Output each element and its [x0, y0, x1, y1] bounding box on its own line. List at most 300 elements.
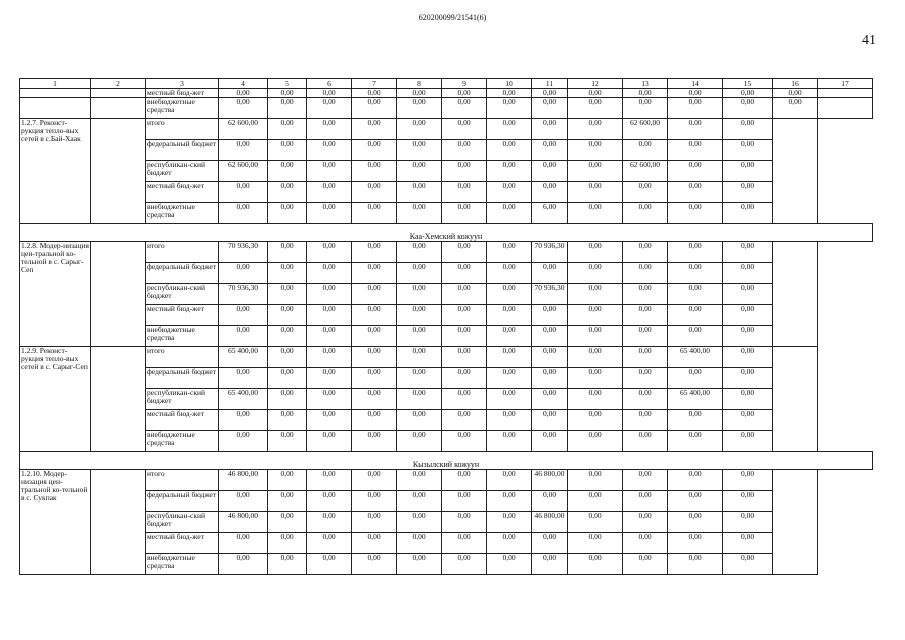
table-row [20, 161, 873, 182]
value-cell: 0,00 [442, 347, 487, 368]
value-cell: 0,00 [219, 368, 268, 389]
value-cell: 0,00 [352, 389, 397, 410]
value-cell: 0,00 [352, 470, 397, 491]
value-cell: 0,00 [268, 491, 307, 512]
value-cell: 0,00 [442, 89, 487, 98]
value-cell: 0,00 [397, 431, 442, 452]
value-cell: 0,00 [397, 512, 442, 533]
value-cell: 0,00 [568, 182, 623, 203]
value-cell: 0,00 [623, 491, 668, 512]
category-cell: местный бюд-жет [146, 182, 219, 203]
value-cell: 0,00 [397, 326, 442, 347]
value-cell: 0,00 [352, 533, 397, 554]
value-cell: 0,00 [568, 89, 623, 98]
section-title: Каа-Хемский кожуун [20, 224, 873, 242]
table-row [20, 263, 873, 284]
value-cell: 0,00 [397, 119, 442, 140]
value-cell: 0,00 [268, 326, 307, 347]
column-2-cell [91, 98, 146, 119]
value-cell: 0,00 [307, 533, 352, 554]
value-cell: 0,00 [352, 203, 397, 224]
value-cell: 0,00 [532, 554, 568, 575]
value-cell: 0,00 [268, 305, 307, 326]
table-row [20, 242, 873, 263]
value-cell: 0,00 [219, 491, 268, 512]
table-row [20, 470, 873, 491]
value-cell: 0,00 [668, 242, 723, 263]
column-header: 4 [219, 79, 268, 89]
value-cell: 0,00 [487, 98, 532, 119]
category-cell: местный бюд-жет [146, 533, 219, 554]
value-cell: 0,00 [442, 554, 487, 575]
value-cell: 0,00 [487, 89, 532, 98]
category-cell: внебюджетные средства [146, 326, 219, 347]
value-cell: 0,00 [623, 326, 668, 347]
column-17-cell [773, 119, 818, 224]
value-cell: 0,00 [397, 491, 442, 512]
value-cell: 0,00 [723, 305, 773, 326]
value-cell: 0,00 [568, 347, 623, 368]
value-cell: 70 936,30 [532, 242, 568, 263]
value-cell: 0,00 [723, 161, 773, 182]
value-cell: 0,00 [352, 347, 397, 368]
value-cell: 0,00 [487, 182, 532, 203]
value-cell: 0,00 [268, 533, 307, 554]
value-cell: 0,00 [352, 263, 397, 284]
table-row [20, 140, 873, 161]
value-cell: 0,00 [487, 203, 532, 224]
value-cell: 0,00 [487, 491, 532, 512]
value-cell: 0,00 [568, 368, 623, 389]
category-cell: местный бюд-жет [146, 89, 219, 98]
value-cell: 62 600,00 [219, 161, 268, 182]
value-cell: 0,00 [532, 410, 568, 431]
value-cell: 0,00 [397, 242, 442, 263]
column-header: 7 [352, 79, 397, 89]
value-cell: 0,00 [568, 98, 623, 119]
value-cell: 0,00 [307, 140, 352, 161]
value-cell: 0,00 [723, 470, 773, 491]
value-cell: 0,00 [723, 119, 773, 140]
category-cell: внебюджетные средства [146, 203, 219, 224]
value-cell: 0,00 [397, 140, 442, 161]
value-cell: 0,00 [568, 119, 623, 140]
value-cell: 0,00 [352, 326, 397, 347]
value-cell: 0,00 [352, 491, 397, 512]
value-cell: 0,00 [623, 533, 668, 554]
value-cell: 0,00 [219, 410, 268, 431]
value-cell: 0,00 [397, 347, 442, 368]
column-2-cell [91, 89, 146, 98]
value-cell: 0,00 [532, 533, 568, 554]
value-cell: 0,00 [397, 182, 442, 203]
value-cell: 0,00 [268, 242, 307, 263]
value-cell: 0,00 [442, 491, 487, 512]
value-cell: 0,00 [668, 491, 723, 512]
section-row [20, 452, 873, 470]
value-cell: 0,00 [532, 140, 568, 161]
value-cell: 0,00 [397, 533, 442, 554]
value-cell: 0,00 [352, 182, 397, 203]
value-cell: 0,00 [723, 140, 773, 161]
value-cell: 0,00 [442, 161, 487, 182]
value-cell: 0,00 [532, 431, 568, 452]
value-cell: 0,00 [723, 491, 773, 512]
value-cell: 0,00 [623, 242, 668, 263]
value-cell: 0,00 [568, 284, 623, 305]
column-header: 2 [91, 79, 146, 89]
column-header: 14 [668, 79, 723, 89]
value-cell: 70 936,30 [532, 284, 568, 305]
value-cell: 0,00 [623, 98, 668, 119]
value-cell: 0,00 [307, 347, 352, 368]
table-row [20, 326, 873, 347]
section-row [20, 224, 873, 242]
column-header: 9 [442, 79, 487, 89]
category-cell: федеральный бюджет [146, 140, 219, 161]
value-cell: 0,00 [307, 284, 352, 305]
value-cell: 46 800,00 [219, 512, 268, 533]
value-cell: 0,00 [268, 140, 307, 161]
value-cell: 0,00 [397, 284, 442, 305]
value-cell: 0,00 [723, 554, 773, 575]
value-cell: 0,00 [723, 89, 773, 98]
value-cell: 0,00 [623, 347, 668, 368]
column-header: 11 [532, 79, 568, 89]
value-cell: 0,00 [487, 326, 532, 347]
value-cell: 0,00 [442, 431, 487, 452]
value-cell: 65 400,00 [668, 347, 723, 368]
value-cell: 0,00 [532, 368, 568, 389]
category-cell: республикан-ский бюджет [146, 161, 219, 182]
category-cell: итого [146, 470, 219, 491]
value-cell: 0,00 [442, 119, 487, 140]
value-cell: 0,00 [668, 431, 723, 452]
column-header-row [20, 79, 873, 89]
value-cell: 0,00 [532, 89, 568, 98]
value-cell: 0,00 [723, 263, 773, 284]
value-cell: 0,00 [623, 182, 668, 203]
category-cell: республикан-ский бюджет [146, 512, 219, 533]
column-header: 17 [818, 79, 873, 89]
value-cell: 0,00 [397, 161, 442, 182]
value-cell: 0,00 [352, 410, 397, 431]
value-cell: 0,00 [668, 161, 723, 182]
value-cell: 0,00 [442, 182, 487, 203]
value-cell: 0,00 [623, 554, 668, 575]
value-cell: 0,00 [442, 203, 487, 224]
category-cell: местный бюд-жет [146, 410, 219, 431]
column-header: 13 [623, 79, 668, 89]
value-cell: 0,00 [532, 491, 568, 512]
value-cell: 0,00 [442, 305, 487, 326]
value-cell: 0,00 [219, 326, 268, 347]
value-cell: 0,00 [623, 368, 668, 389]
column-header: 15 [723, 79, 773, 89]
value-cell: 0,00 [668, 263, 723, 284]
value-cell: 0,00 [568, 410, 623, 431]
value-cell: 0,00 [568, 431, 623, 452]
value-cell: 0,00 [307, 119, 352, 140]
value-cell: 0,00 [487, 140, 532, 161]
value-cell: 0,00 [668, 368, 723, 389]
value-cell: 0,00 [668, 203, 723, 224]
value-cell: 0,00 [487, 263, 532, 284]
column-header: 3 [146, 79, 219, 89]
value-cell: 0,00 [668, 512, 723, 533]
value-cell: 0,00 [623, 284, 668, 305]
value-cell: 62 600,00 [623, 119, 668, 140]
value-cell: 0,00 [397, 554, 442, 575]
table-body [20, 79, 873, 575]
value-cell: 0,00 [623, 389, 668, 410]
value-cell: 0,00 [307, 470, 352, 491]
column-17-cell [773, 470, 818, 575]
value-cell: 0,00 [532, 347, 568, 368]
value-cell: 0,00 [307, 389, 352, 410]
value-cell: 0,00 [307, 305, 352, 326]
value-cell: 0,00 [568, 533, 623, 554]
value-cell: 0,00 [487, 119, 532, 140]
value-cell: 0,00 [568, 140, 623, 161]
column-header: 1 [20, 79, 91, 89]
column-2-cell [91, 119, 146, 224]
value-cell: 6,00 [532, 203, 568, 224]
value-cell: 0,00 [397, 368, 442, 389]
value-cell: 0,00 [307, 410, 352, 431]
value-cell: 0,00 [723, 512, 773, 533]
value-cell: 0,00 [623, 512, 668, 533]
value-cell: 0,00 [307, 431, 352, 452]
page-number: 41 [862, 33, 876, 48]
value-cell: 0,00 [723, 284, 773, 305]
value-cell: 0,00 [487, 347, 532, 368]
category-cell: внебюджетные средства [146, 431, 219, 452]
value-cell: 0,00 [219, 89, 268, 98]
document-id: 620200099/21541(6) [418, 13, 487, 22]
value-cell: 0,00 [397, 410, 442, 431]
value-cell: 0,00 [442, 242, 487, 263]
value-cell: 0,00 [219, 140, 268, 161]
value-cell: 0,00 [773, 89, 818, 98]
value-cell: 0,00 [623, 431, 668, 452]
value-cell: 0,00 [487, 431, 532, 452]
value-cell: 0,00 [307, 89, 352, 98]
category-cell: внебюджетные средства [146, 98, 219, 119]
category-cell: итого [146, 119, 219, 140]
value-cell: 0,00 [397, 263, 442, 284]
value-cell: 0,00 [442, 410, 487, 431]
category-cell: республикан-ский бюджет [146, 389, 219, 410]
value-cell: 0,00 [219, 554, 268, 575]
value-cell: 0,00 [268, 161, 307, 182]
value-cell: 0,00 [668, 89, 723, 98]
value-cell: 0,00 [268, 512, 307, 533]
value-cell: 0,00 [219, 263, 268, 284]
column-header: 5 [268, 79, 307, 89]
value-cell: 0,00 [723, 242, 773, 263]
column-header: 12 [568, 79, 623, 89]
value-cell: 46 800,00 [532, 512, 568, 533]
value-cell: 0,00 [487, 512, 532, 533]
value-cell: 0,00 [623, 410, 668, 431]
value-cell: 0,00 [487, 242, 532, 263]
value-cell: 0,00 [487, 554, 532, 575]
value-cell: 0,00 [352, 368, 397, 389]
value-cell: 62 600,00 [219, 119, 268, 140]
column-header: 6 [307, 79, 352, 89]
value-cell: 0,00 [623, 140, 668, 161]
value-cell: 0,00 [268, 554, 307, 575]
value-cell: 0,00 [268, 389, 307, 410]
table-row [20, 368, 873, 389]
value-cell: 0,00 [487, 470, 532, 491]
value-cell: 0,00 [568, 161, 623, 182]
value-cell: 0,00 [268, 89, 307, 98]
value-cell: 0,00 [307, 182, 352, 203]
column-header: 16 [773, 79, 818, 89]
value-cell: 0,00 [668, 410, 723, 431]
table-row [20, 512, 873, 533]
value-cell: 0,00 [723, 410, 773, 431]
value-cell: 65 400,00 [219, 389, 268, 410]
value-cell: 0,00 [723, 368, 773, 389]
value-cell: 0,00 [487, 533, 532, 554]
value-cell: 0,00 [568, 512, 623, 533]
object-cell: 1.2.9. Реконст-рукция тепло-вых сетей в с. Сарыг-Сеп [20, 347, 91, 452]
value-cell: 0,00 [532, 182, 568, 203]
column-2-cell [91, 470, 146, 575]
value-cell: 0,00 [668, 98, 723, 119]
value-cell: 0,00 [219, 431, 268, 452]
object-cell [20, 98, 91, 119]
value-cell: 0,00 [219, 182, 268, 203]
value-cell: 0,00 [532, 119, 568, 140]
table-row [20, 554, 873, 575]
table-row [20, 389, 873, 410]
value-cell: 0,00 [668, 470, 723, 491]
value-cell: 0,00 [268, 263, 307, 284]
value-cell: 0,00 [773, 98, 818, 119]
value-cell: 0,00 [268, 410, 307, 431]
value-cell: 0,00 [442, 512, 487, 533]
value-cell: 0,00 [532, 389, 568, 410]
value-cell: 0,00 [568, 389, 623, 410]
value-cell: 0,00 [219, 305, 268, 326]
value-cell: 62 600,00 [623, 161, 668, 182]
value-cell: 0,00 [442, 284, 487, 305]
value-cell: 0,00 [668, 140, 723, 161]
value-cell: 0,00 [442, 326, 487, 347]
value-cell: 0,00 [307, 368, 352, 389]
value-cell: 0,00 [219, 98, 268, 119]
value-cell: 0,00 [532, 305, 568, 326]
value-cell: 0,00 [307, 326, 352, 347]
column-header: 8 [397, 79, 442, 89]
value-cell: 0,00 [397, 203, 442, 224]
category-cell: федеральный бюджет [146, 263, 219, 284]
value-cell: 0,00 [352, 98, 397, 119]
table-row [20, 98, 873, 119]
table-row [20, 89, 873, 98]
value-cell: 0,00 [397, 305, 442, 326]
table-row [20, 410, 873, 431]
value-cell: 65 400,00 [219, 347, 268, 368]
value-cell: 0,00 [487, 410, 532, 431]
value-cell: 0,00 [442, 470, 487, 491]
value-cell: 0,00 [397, 89, 442, 98]
value-cell: 0,00 [623, 470, 668, 491]
category-cell: местный бюд-жет [146, 305, 219, 326]
object-cell: 1.2.8. Модер-низация цен-тральной ко-тельной в с. Сарыг-Сеп [20, 242, 91, 347]
value-cell: 0,00 [487, 389, 532, 410]
value-cell: 0,00 [568, 305, 623, 326]
value-cell: 0,00 [442, 368, 487, 389]
value-cell: 0,00 [307, 263, 352, 284]
value-cell: 0,00 [568, 242, 623, 263]
value-cell: 0,00 [442, 533, 487, 554]
table-row [20, 533, 873, 554]
value-cell: 0,00 [268, 431, 307, 452]
value-cell: 0,00 [668, 554, 723, 575]
column-17-cell [773, 347, 818, 452]
object-cell: 1.2.10. Модер-низация цен-тральной ко-тельной в с. Сукпак [20, 470, 91, 575]
table-row [20, 284, 873, 305]
value-cell: 0,00 [352, 554, 397, 575]
value-cell: 0,00 [268, 470, 307, 491]
value-cell: 0,00 [352, 305, 397, 326]
value-cell: 0,00 [442, 263, 487, 284]
value-cell: 0,00 [568, 263, 623, 284]
budget-table [19, 78, 873, 575]
value-cell: 0,00 [307, 491, 352, 512]
value-cell: 0,00 [352, 242, 397, 263]
value-cell: 70 936,30 [219, 284, 268, 305]
value-cell: 0,00 [307, 554, 352, 575]
value-cell: 0,00 [568, 203, 623, 224]
category-cell: итого [146, 242, 219, 263]
value-cell: 0,00 [352, 119, 397, 140]
value-cell: 0,00 [532, 98, 568, 119]
column-2-cell [91, 347, 146, 452]
value-cell: 46 800,00 [532, 470, 568, 491]
value-cell: 0,00 [568, 470, 623, 491]
table-row [20, 203, 873, 224]
value-cell: 0,00 [268, 368, 307, 389]
column-17-cell [818, 98, 873, 119]
value-cell: 0,00 [397, 470, 442, 491]
value-cell: 0,00 [487, 161, 532, 182]
value-cell: 0,00 [442, 140, 487, 161]
table-row [20, 347, 873, 368]
value-cell: 0,00 [668, 119, 723, 140]
value-cell: 0,00 [219, 203, 268, 224]
value-cell: 0,00 [723, 533, 773, 554]
category-cell: федеральный бюджет [146, 491, 219, 512]
value-cell: 0,00 [723, 182, 773, 203]
value-cell: 0,00 [532, 326, 568, 347]
value-cell: 0,00 [723, 389, 773, 410]
value-cell: 0,00 [668, 305, 723, 326]
table-row [20, 182, 873, 203]
value-cell: 0,00 [487, 284, 532, 305]
value-cell: 0,00 [307, 242, 352, 263]
value-cell: 0,00 [268, 98, 307, 119]
value-cell: 0,00 [623, 263, 668, 284]
value-cell: 0,00 [487, 305, 532, 326]
value-cell: 70 936,30 [219, 242, 268, 263]
value-cell: 0,00 [352, 512, 397, 533]
